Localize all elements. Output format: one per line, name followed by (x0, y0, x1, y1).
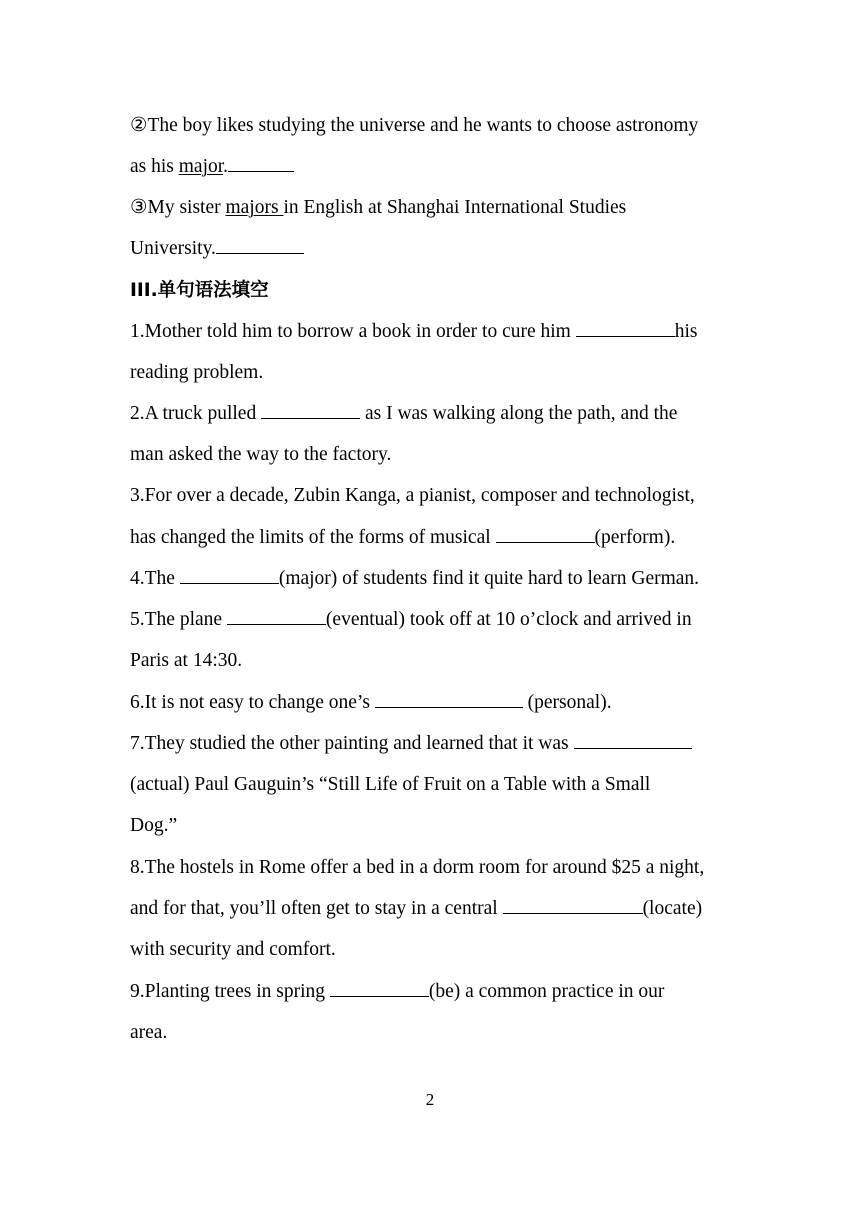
question-3-hint: (perform). (594, 527, 676, 548)
question-8-hint: (locate) (642, 898, 703, 919)
question-5-line-2: Paris at 14:30. (130, 650, 243, 671)
question-4-text: 4.The (130, 568, 180, 589)
answer-blank[interactable] (503, 897, 643, 914)
question-6-text: 6.It is not easy to change one’s (130, 692, 375, 713)
question-2-line-1 (130, 402, 677, 426)
item-3-text-post: in English at Shanghai International Studies (283, 197, 627, 218)
question-1-text: 1.Mother told him to borrow a book in order to cure him (130, 321, 576, 342)
underlined-word-major: major (178, 156, 224, 177)
answer-blank[interactable] (496, 526, 595, 543)
question-3-text: has changed the limits of the forms of musical (130, 527, 496, 548)
question-9-line-2: area. (130, 1022, 168, 1043)
question-2-text-post: as I was walking along the path, and the (360, 403, 678, 424)
item-2-period: . (223, 156, 229, 177)
question-7-line-1 (130, 732, 692, 756)
question-9-text-post: (be) a common practice in our (428, 981, 665, 1002)
question-8-line-2 (130, 897, 702, 921)
question-7-line-3: Dog.” (130, 815, 178, 836)
question-4-text-post: (major) of students find it quite hard to learn German. (278, 568, 700, 589)
question-6-line-1 (130, 691, 612, 715)
item-3-text-end: University. (130, 238, 216, 259)
question-3-line-2 (130, 526, 675, 550)
question-5-line-1 (130, 608, 692, 632)
answer-blank[interactable] (180, 567, 279, 584)
question-7-text: 7.They studied the other painting and learned that it was (130, 733, 574, 754)
question-9-text: 9.Planting trees in spring (130, 981, 330, 1002)
question-5-text: 5.The plane (130, 609, 227, 630)
question-9-line-1 (130, 980, 664, 1004)
question-2-line-2: man asked the way to the factory. (130, 444, 392, 465)
answer-blank[interactable] (216, 237, 304, 254)
answer-blank[interactable] (330, 980, 429, 997)
question-3-line-1: 3.For over a decade, Zubin Kanga, a pianist, composer and technologist, (130, 485, 695, 506)
question-1-line-1 (130, 320, 697, 344)
answer-blank[interactable] (227, 608, 326, 625)
answer-blank[interactable] (228, 155, 294, 172)
answer-blank[interactable] (375, 691, 523, 708)
underlined-word-majors: majors (225, 197, 284, 218)
section-heading: III.单句语法填空 (130, 280, 269, 301)
question-2-text: 2.A truck pulled (130, 403, 262, 424)
question-4-line-1 (130, 567, 699, 591)
question-1-line-2: reading problem. (130, 362, 264, 383)
answer-blank[interactable] (261, 402, 360, 419)
question-7-line-2: (actual) Paul Gauguin’s “Still Life of Fruit on a Table with a Small (130, 774, 651, 795)
item-3-text-pre: ③My sister (130, 197, 226, 218)
item-2-text-pre: as his (130, 156, 179, 177)
question-8-text: and for that, you’ll often get to stay in a central (130, 898, 503, 919)
question-5-text-post: (eventual) took off at 10 o’clock and arrived in (325, 609, 692, 630)
question-1-text-post: his (674, 321, 698, 342)
item-3-line-2 (130, 237, 304, 261)
item-2-line-2 (130, 155, 294, 179)
item-2-line-1 (130, 114, 698, 138)
page-number: 2 (425, 1090, 435, 1109)
answer-blank[interactable] (574, 732, 692, 749)
question-8-line-3: with security and comfort. (130, 939, 336, 960)
answer-blank[interactable] (576, 320, 675, 337)
question-6-hint: (personal). (522, 692, 612, 713)
item-2-text: ②The boy likes studying the universe and he wants to choose astronomy (130, 115, 699, 136)
question-8-line-1: 8.The hostels in Rome offer a bed in a dorm room for around $25 a night, (130, 857, 705, 878)
item-3-line-1 (130, 196, 626, 220)
